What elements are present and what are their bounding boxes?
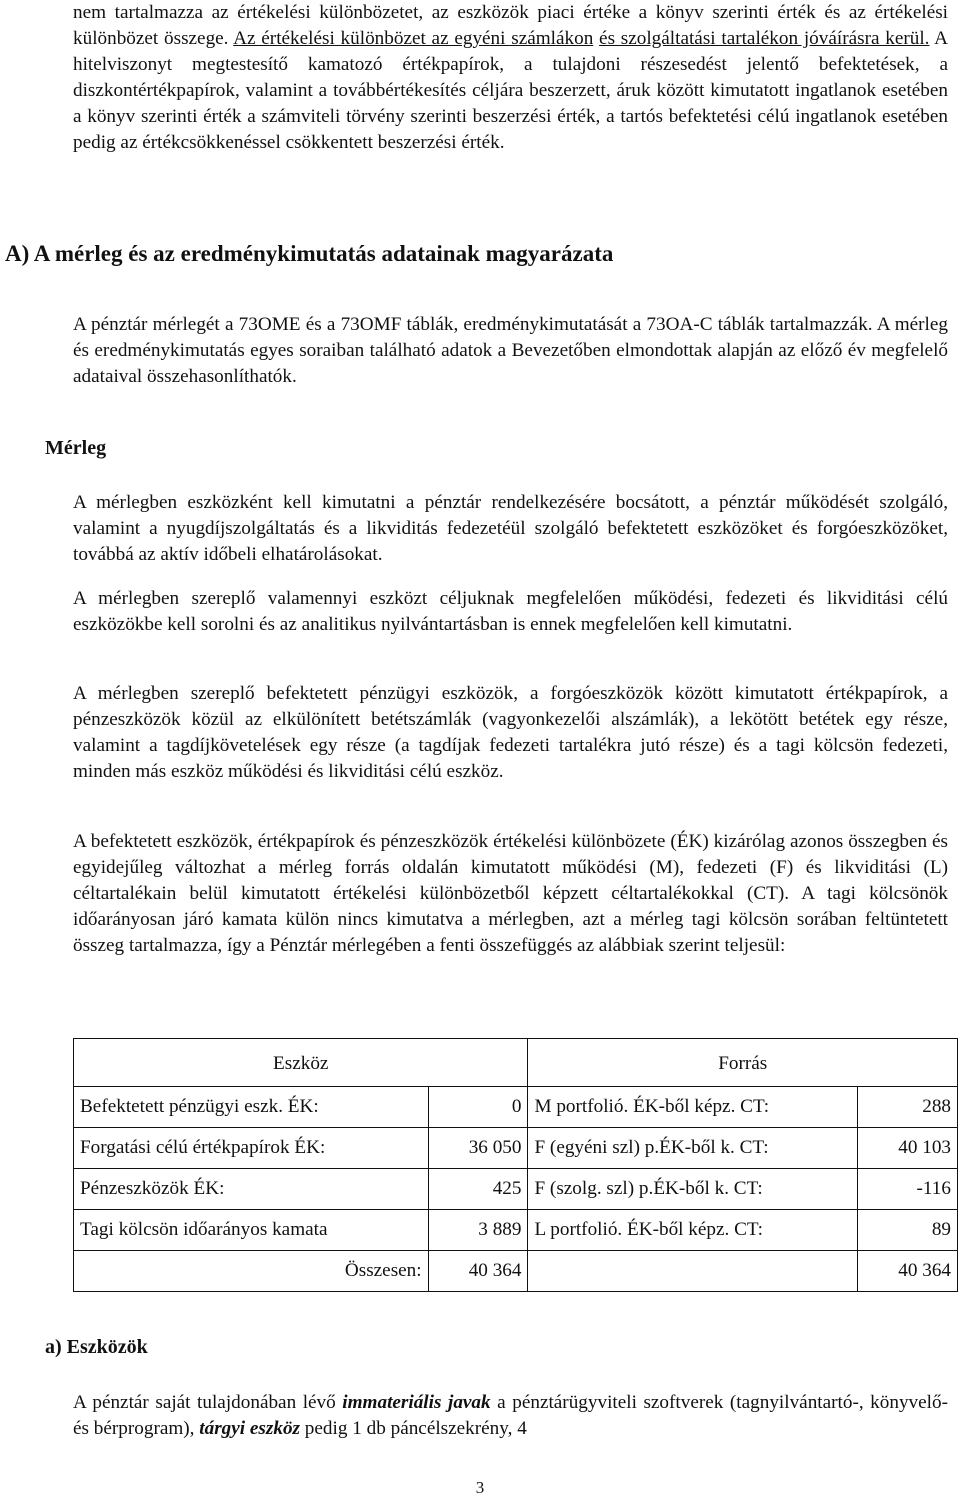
table-header-eszkoz: Eszköz (74, 1039, 528, 1087)
merleg-paragraph: A mérlegben szereplő valamennyi eszközt céljuknak megfelelően működési, fedezeti és likviditási célú eszközökbe kell sorolni és az analitikus nyilvántartásban is ennek megfelelően kell kimutatni. (73, 588, 948, 635)
asset-label: Forgatási célú értékpapírok ÉK: (74, 1128, 429, 1169)
table-row (74, 1087, 958, 1128)
total-asset-value: 40 364 (428, 1251, 528, 1292)
asset-value: 36 050 (428, 1128, 528, 1169)
section-a-heading: A) A mérleg és az eredménykimutatás adatainak magyarázata (5, 241, 614, 266)
asset-label: Pénzeszközök ÉK: (74, 1169, 429, 1210)
valuation-difference-table (73, 1038, 958, 1292)
underlined-text: Az értékelési különbözet az egyéni számlákon (233, 28, 594, 49)
merleg-paragraph: A befektetett eszközök, értékpapírok és pénzeszközök értékelési különbözete (ÉK) kizárólag azonos összegben és egyidejűleg változhat a mérleg forrás oldalán kimutatott működési (M), fedezeti (F) és likviditási (L) céltartalékain belül kimutatott értékelési különbözetből képzett céltartalékokkal (CT). A tagi kölcsönök időarányosan járó kamata külön nincs kimutatva a mérlegben, azt a mérleg tagi kölcsön sorában feltüntetett összeg tartalmazza, így a Pénztár mérlegében a fenti összefüggés az alábbiak szerint teljesül: (73, 831, 948, 956)
emphasized-text: immateriális javak (342, 1392, 491, 1413)
eszkozok-paragraph (73, 1390, 948, 1442)
merleg-heading: Mérleg (45, 437, 107, 459)
table-row (74, 1128, 958, 1169)
merleg-paragraph: A mérlegben eszközként kell kimutatni a pénztár rendelkezésére bocsátott, a pénztár működését szolgáló, valamint a nyugdíjszolgáltatás és a likviditás fedezetéül szolgáló befektetett eszközöket és forgóeszközöket, továbbá az aktív időbeli elhatárolásokat. (73, 492, 948, 565)
table-header-row (74, 1039, 958, 1087)
underlined-text: és szolgáltatási tartalékon jóváírásra kerül. (599, 28, 930, 49)
table-header-forras: Forrás (528, 1039, 958, 1087)
table-row (74, 1210, 958, 1251)
merleg-paragraph: A mérlegben szereplő befektetett pénzügyi eszközök, a forgóeszközök között kimutatott értékpapírok, a pénzeszközök közül az elkülönített betétszámlák (vagyonkezelői alszámlák), a lekötött betétek egy része, valamint a tagdíjkövetelések egy része (a tagdíjak fedezeti tartalékra jutó része) és a tagi kölcsön fedezeti, minden más eszköz működési és likviditási célú eszköz. (73, 683, 948, 782)
emphasized-text: tárgyi eszköz (199, 1418, 300, 1439)
text-run: a pénztárügyviteli szoftverek (tagnyilvántartó-, könyvelő- és bérprogram), (73, 1392, 948, 1439)
source-label: M portfolió. ÉK-ből képz. CT: (528, 1087, 858, 1128)
text-run: A hitelviszonyt megtestesítő kamatozó értékpapírok, a tulajdoni részesedést jelentő befektetések, a diszkontértékpapírok, valamint a továbbértékesítés céljára beszerzett, áruk között kimutatott ingatlanok esetében a könyv szerinti érték a számviteli törvény szerinti beszerzési érték, a tartós befektetési célú ingatlanok esetében pedig az értékcsökkenéssel csökkentett beszerzési érték. (73, 28, 948, 153)
source-value: 89 (858, 1210, 958, 1251)
text-run: nem tartalmazza az értékelési különbözetet, az eszközök piaci értéke a könyv szerinti (73, 2, 769, 23)
section-a-paragraph: A pénztár mérlegét a 73OME és a 73OMF táblák, eredménykimutatását a 73OA-C táblák tartalmazzák. A mérleg és eredménykimutatás egyes soraiban található adatok a Bevezetőben elmondottak alapján az előző év megfelelő adataival összehasonlíthatók. (73, 314, 948, 387)
source-value: -116 (858, 1169, 958, 1210)
total-label: Összesen: (74, 1251, 429, 1292)
text-run: pedig 1 db páncélszekrény, 4 (300, 1418, 527, 1439)
asset-value: 3 889 (428, 1210, 528, 1251)
table-row (74, 1169, 958, 1210)
source-label: L portfolió. ÉK-ből képz. CT: (528, 1210, 858, 1251)
text-run: A pénztár saját tulajdonában lévő (73, 1392, 343, 1413)
table-total-row (74, 1251, 958, 1292)
total-source-value: 40 364 (858, 1251, 958, 1292)
source-label: F (egyéni szl) p.ÉK-ből k. CT: (528, 1128, 858, 1169)
text-run: érték és az értékelési különbözet összege. (73, 2, 949, 49)
source-value: 288 (858, 1087, 958, 1128)
asset-value: 425 (428, 1169, 528, 1210)
page-number: 3 (475, 1478, 485, 1497)
source-label: F (szolg. szl) p.ÉK-ből k. CT: (528, 1169, 858, 1210)
asset-label: Tagi kölcsön időarányos kamata (74, 1210, 429, 1251)
eszkozok-heading: a) Eszközök (45, 1336, 148, 1358)
total-blank-cell (528, 1251, 858, 1292)
source-value: 40 103 (858, 1128, 958, 1169)
asset-value: 0 (428, 1087, 528, 1128)
asset-label: Befektetett pénzügyi eszk. ÉK: (74, 1087, 429, 1128)
top-paragraph (73, 0, 948, 156)
